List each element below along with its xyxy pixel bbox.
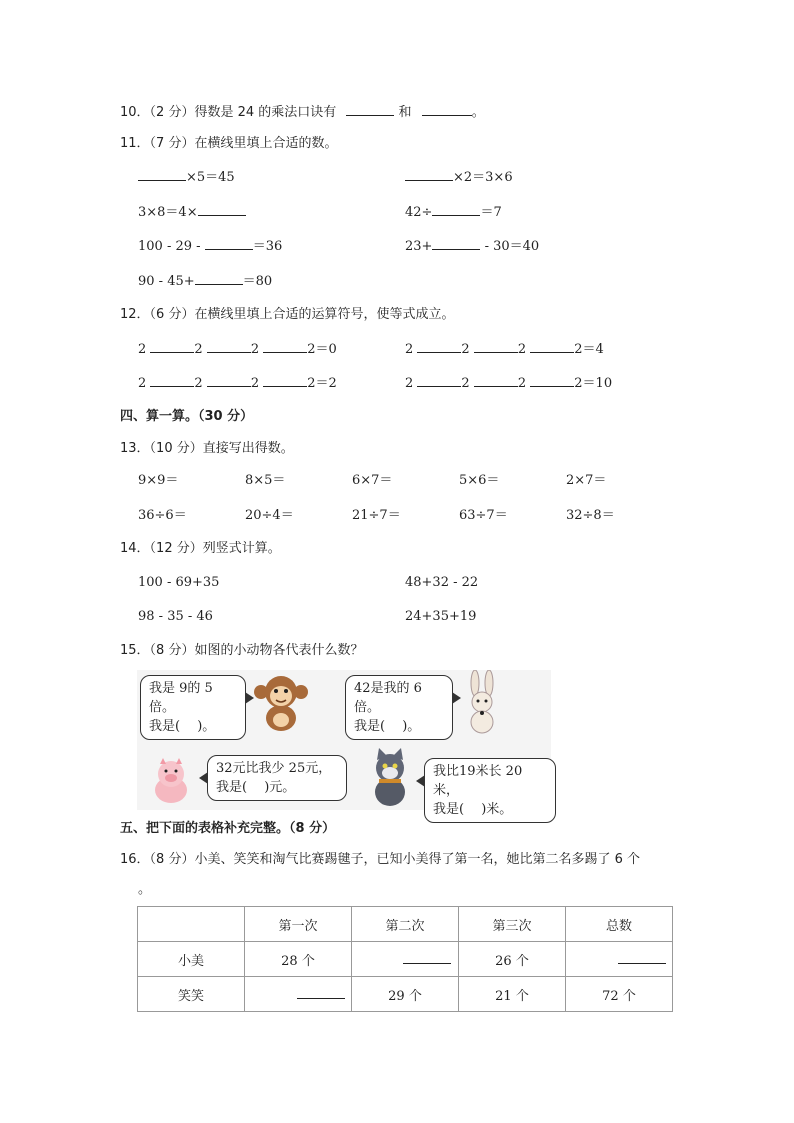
table-cell: 28 个	[245, 942, 352, 977]
q14-item: 24+35+19	[405, 609, 477, 624]
answer-blank[interactable]	[417, 340, 461, 353]
question-10: 10．（2 分）得数是 24 的乘法口诀有 和 。	[120, 105, 485, 120]
answer-blank[interactable]	[530, 340, 574, 353]
table-row	[138, 977, 673, 1012]
answer-blank[interactable]	[474, 340, 518, 353]
question-11-title: 11．（7 分）在横线里填上合适的数。	[120, 136, 338, 151]
table-cell: 21 个	[459, 977, 566, 1012]
answer-blank[interactable]	[263, 340, 307, 353]
table-cell: 29 个	[352, 977, 459, 1012]
question-12-title: 12．（6 分）在横线里填上合适的运算符号，使等式成立。	[120, 307, 455, 322]
section-heading: 五、把下面的表格补充完整。（8 分）	[120, 821, 336, 836]
q13-item: 8×5＝	[245, 473, 286, 488]
answer-blank[interactable]	[207, 340, 251, 353]
q14-item: 98 - 35 - 46	[138, 609, 213, 624]
answer-blank[interactable]	[150, 340, 194, 353]
pig-icon	[149, 756, 193, 806]
q13-item: 9×9＝	[138, 473, 179, 488]
answer-blank[interactable]	[432, 203, 480, 216]
q12-item: 2 2 2 2＝0	[138, 342, 337, 357]
table-header-cell: 第一次	[245, 907, 352, 942]
table-cell: 小美	[138, 942, 245, 977]
table-header-cell	[138, 907, 245, 942]
answer-blank[interactable]	[346, 103, 394, 116]
cat-speech-bubble: 我比19米长 20米， 我是( )米。	[424, 758, 556, 823]
table-header-row	[138, 907, 673, 942]
q11-item: ×2＝3×6	[405, 168, 513, 187]
table-cell: 笑笑	[138, 977, 245, 1012]
question-16-title: 16．（8 分）小美、笑笑和淘气比赛踢毽子，已知小美得了第一名，她比第二名多踢了 6 个	[120, 852, 640, 867]
cat-icon	[365, 748, 415, 808]
q13-item: 32÷8＝	[566, 508, 615, 523]
question-13-title: 13．（10 分）直接写出得数。	[120, 441, 294, 456]
q13-item: 36÷6＝	[138, 508, 187, 523]
q14-item: 100 - 69+35	[138, 575, 220, 590]
answer-blank[interactable]	[530, 374, 574, 387]
answer-blank[interactable]	[207, 374, 251, 387]
q13-item: 63÷7＝	[459, 508, 508, 523]
q11-item: ×5＝45	[138, 168, 235, 187]
answer-blank[interactable]	[405, 168, 453, 181]
q14-item: 48+32 - 22	[405, 575, 479, 590]
q11-item: 90 - 45+ ＝80	[138, 274, 273, 289]
answer-blank[interactable]	[422, 103, 472, 116]
answer-blank[interactable]	[263, 374, 307, 387]
table-cell-blank[interactable]	[352, 942, 459, 977]
q11-item: 100 - 29 - ＝36	[138, 239, 283, 254]
q12-item: 2 2 2 2＝4	[405, 342, 604, 357]
q13-item: 21÷7＝	[352, 508, 401, 523]
answer-blank[interactable]	[150, 374, 194, 387]
answer-blank[interactable]	[138, 168, 186, 181]
table-cell-blank[interactable]	[245, 977, 352, 1012]
table-cell: 72 个	[566, 977, 673, 1012]
monkey-speech-bubble: 我是 9的 5倍。 我是( )。	[140, 675, 246, 740]
question-15-title: 15．（8 分）如图的小动物各代表什么数？	[120, 643, 364, 658]
q11-item: 3×8＝4×	[138, 203, 246, 222]
answer-blank[interactable]	[297, 986, 345, 999]
answer-blank[interactable]	[195, 272, 243, 285]
section-heading: 四、算一算。（30 分）	[120, 409, 254, 424]
table-header-cell: 第二次	[352, 907, 459, 942]
answer-blank[interactable]	[432, 237, 480, 250]
table-header-cell: 总数	[566, 907, 673, 942]
q11-item: 23+ - 30＝40	[405, 239, 540, 254]
animals-illustration	[137, 670, 551, 817]
q13-item: 5×6＝	[459, 473, 500, 488]
monkey-icon	[252, 674, 310, 734]
answer-blank[interactable]	[205, 237, 253, 250]
table-header-cell: 第三次	[459, 907, 566, 942]
table-row	[138, 942, 673, 977]
question-14-title: 14．（12 分）列竖式计算。	[120, 541, 281, 556]
answer-blank[interactable]	[474, 374, 518, 387]
score-table	[137, 906, 673, 1012]
pig-speech-bubble: 32元比我少 25元， 我是( )元。	[207, 755, 347, 801]
answer-blank[interactable]	[618, 951, 666, 964]
answer-blank[interactable]	[198, 203, 246, 216]
table-cell: 26 个	[459, 942, 566, 977]
q12-item: 2 2 2 2＝2	[138, 376, 337, 391]
q13-item: 6×7＝	[352, 473, 393, 488]
table-cell-blank[interactable]	[566, 942, 673, 977]
q13-item: 2×7＝	[566, 473, 607, 488]
q11-item: 42÷ ＝7	[405, 205, 502, 220]
question-16-continuation: 。	[138, 882, 152, 897]
rabbit-speech-bubble: 42是我的 6倍。 我是( )。	[345, 675, 453, 740]
rabbit-icon	[462, 670, 502, 734]
q12-item: 2 2 2 2＝10	[405, 376, 613, 391]
q13-item: 20÷4＝	[245, 508, 294, 523]
answer-blank[interactable]	[403, 951, 451, 964]
answer-blank[interactable]	[417, 374, 461, 387]
